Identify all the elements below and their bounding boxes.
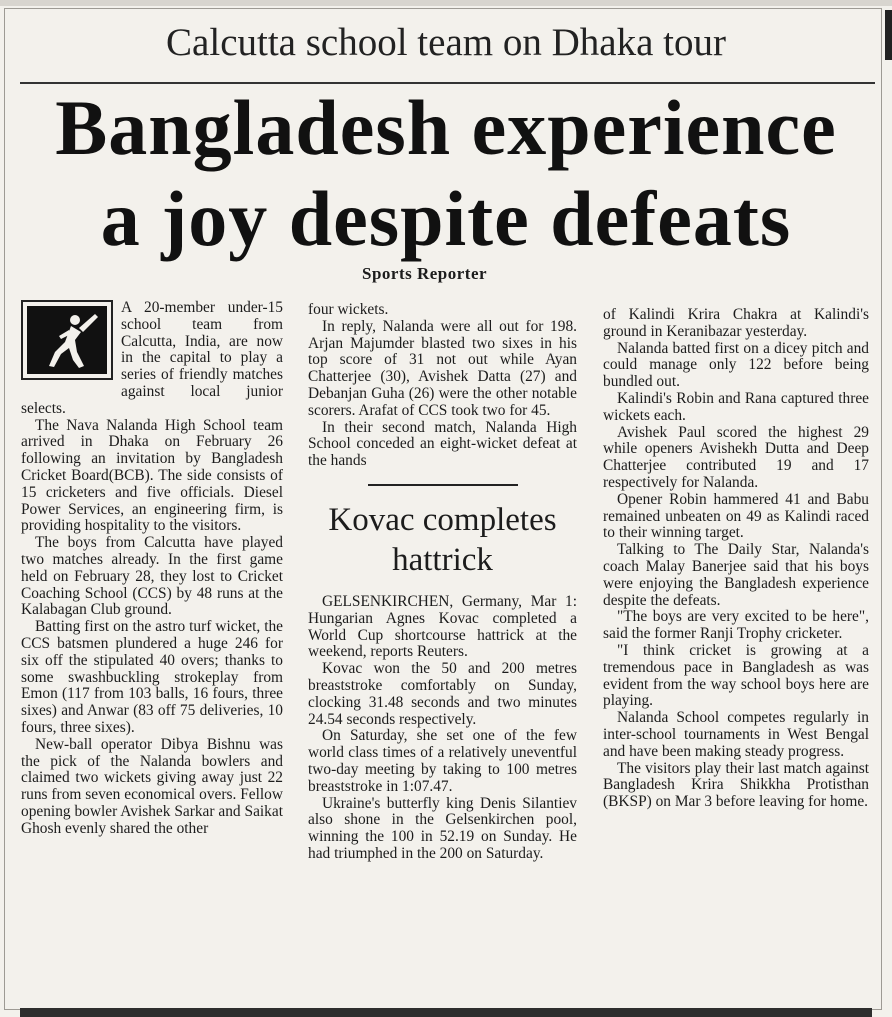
article-paragraph: Talking to The Daily Star, Nalanda's coach Malay Banerjee said that his boys were enjoying the Bangladesh experience despite the defeats. (603, 541, 869, 609)
kicker-headline: Calcutta school team on Dhaka tour (166, 21, 726, 64)
story2-paragraph: On Saturday, she set one of the few world class times of a relatively uneventful two-day meeting by taking to 100 metres breaststroke in 1:07.47. (308, 727, 577, 795)
story2-paragraph: Ukraine's butterfly king Denis Silantiev also shone in the Gelsenkirchen pool, winning the 100 in 52.19 on Sunday. He had triumphed in the 200 on Saturday. (308, 794, 577, 862)
cricket-batsman-icon (21, 300, 113, 380)
byline: Sports Reporter (362, 264, 488, 283)
article-paragraph: "I think cricket is growing at a tremendous pace in Bangladesh as was evident from the way school boys here are playing. (603, 641, 869, 710)
article-paragraph: Avishek Paul scored the highest 29 while openers Avishekh Dutta and Deep Chatterjee contributed 19 and 17 respectively for Nalanda. (603, 423, 869, 491)
article-paragraph: four wickets. (308, 301, 389, 318)
article-paragraph: In their second match, Nalanda High School conceded an eight-wicket defeat at the hands (308, 418, 577, 470)
main-headline-line-1: Bangladesh experience (55, 84, 837, 171)
article-paragraph: Nalanda batted first on a dicey pitch and could manage only 122 before being bundled out. (603, 339, 869, 391)
column-1 (21, 300, 283, 838)
article-paragraph: "The boys are very excited to be here", said the former Ranji Trophy cricketer. (603, 608, 869, 643)
article-paragraph: Opener Robin hammered 41 and Babu remained unbeaten on 49 as Kalindi raced to their winning target. (603, 490, 869, 542)
article-paragraph: Kalindi's Robin and Rana captured three wickets each. (603, 389, 869, 424)
secondary-headline: Kovac completes hattrick (328, 501, 557, 578)
story2-paragraph: Kovac won the 50 and 200 metres breaststroke comfortably on Sunday, clocking 31.48 seconds and two minutes 24.54 seconds respectively. (308, 660, 577, 728)
article-paragraph: Batting first on the astro turf wicket, the CCS batsmen plundered a huge 246 for six off the stipulated 40 overs; thanks to some swashbuckling strokeplay from Emon (117 from 103 balls, 16 fours, three sixes) and Anwar (83 off 75 deliveries, 10 fours, three sixes). (21, 618, 283, 736)
column-2 (308, 302, 577, 863)
article-paragraph: New-ball operator Dibya Bishnu was the pick of the Nalanda bowlers and claimed two wickets giving away just 22 runs from seven economical overs. Fellow opening bowler Avishek Sarkar and Saikat Ghosh evenly shared the other (21, 735, 283, 837)
column-3 (603, 307, 869, 811)
article-paragraph: Nalanda School competes regularly in inter-school tournaments in West Bengal and have been making steady progress. (603, 709, 869, 760)
story2-paragraph: GELSENKIRCHEN, Germany, Mar 1: Hungarian Agnes Kovac completed a World Cup shortcourse hattrick at the weekend, reports Reuters. (308, 592, 577, 661)
article-paragraph: A 20-member under-15 school team from Calcutta, India, are now in the capital to play a series of friendly matches against local junior selects. (21, 299, 283, 417)
story-separator (368, 484, 518, 486)
article-paragraph: The Nava Nalanda High School team arrived in Dhaka on February 26 following an invitation by Bangladesh Cricket Board(BCB). The side consists of 15 cricketers and five officials. Diesel Power Services, an engineering firm, is providing hospitality to the visitors. (21, 416, 283, 535)
bottom-band (20, 1008, 872, 1017)
article-paragraph: The boys from Calcutta have played two matches already. In the first game held on February 28, they lost to Cricket Coaching School (CCS) by 48 runs at the Kalabagan Club ground. (21, 534, 283, 619)
article-paragraph: The visitors play their last match against Bangladesh Krira Shikkha Protisthan (BKSP) on Mar 3 before leaving for home. (603, 759, 869, 811)
article-paragraph: In reply, Nalanda were all out for 198. Arjan Majumder blasted two sixes in his top score of 31 not out while Ayan Chatterjee (30), Avishek Datta (27) and Debanjan Guha (26) were the other notable scorers. Arafat of CCS took two for 45. (308, 317, 577, 419)
article-paragraph: of Kalindi Krira Chakra at Kalindi's ground in Keranibazar yesterday. (603, 306, 869, 340)
main-headline-line-2: a joy despite defeats (100, 175, 792, 262)
page-top-strip (0, 0, 892, 6)
